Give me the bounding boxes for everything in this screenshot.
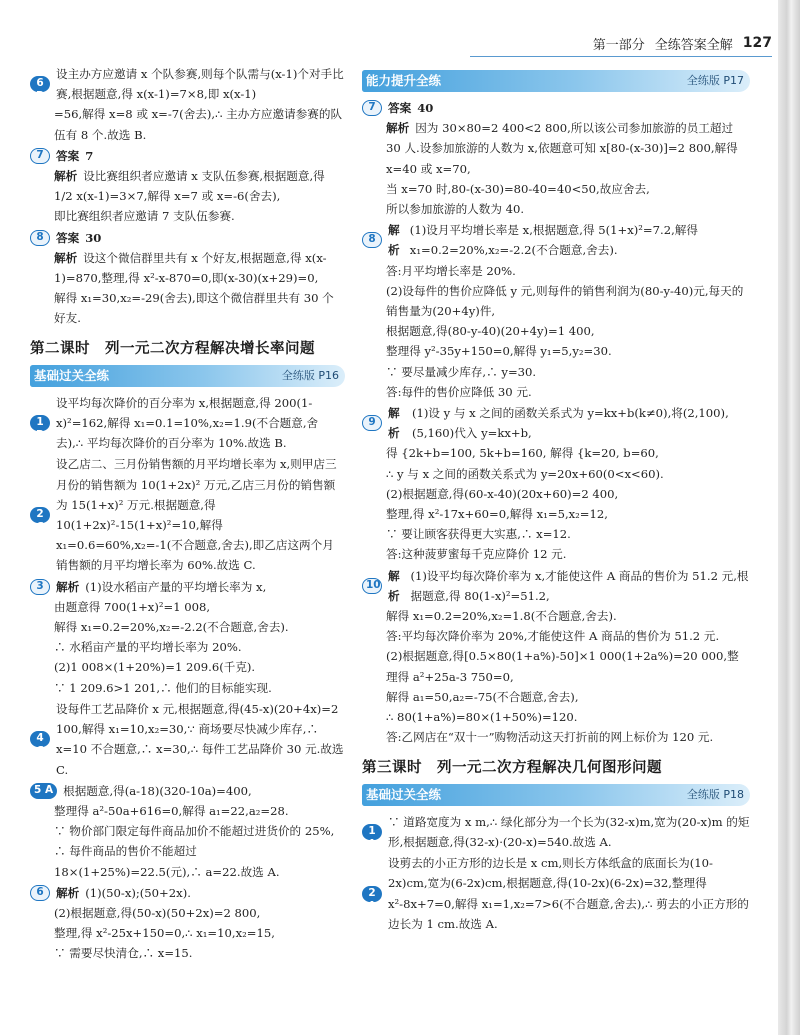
analysis-label: 解析	[54, 169, 78, 184]
answer-item	[362, 403, 750, 565]
item-head	[30, 699, 345, 780]
section-banner	[362, 784, 750, 806]
item-text-line: 根据题意,得(a-18)(320-10a)=400,	[63, 783, 252, 798]
item-head	[30, 393, 345, 454]
item-text-line: ∵ 要让顾客获得更大实惠,∴ x=12.	[386, 527, 571, 542]
item-text-line: (2)根据题意,得[0.5×80(1+a%)-50]×1 000(1+2a%)=20 000,整理得 a²+25a-3 750=0,	[386, 649, 739, 684]
item-text-line: 整理得 y²-35y+150=0,解得 y₁=5,y₂=30.	[386, 344, 612, 359]
item-text-line: (1)设 y 与 x 之间的函数关系式为 y=kx+b(k≠0),将(2,100),(5,160)代入 y=kx+b,	[411, 406, 729, 441]
left-column	[30, 64, 345, 965]
item-text-line: (1)设水稻亩产量的平均增长率为 x,	[85, 579, 267, 594]
header-part: 第一部分	[592, 37, 645, 53]
item-body	[30, 903, 345, 964]
banner-title: 能力提升全练	[366, 72, 442, 88]
section-title: 第三课时 列一元二次方程解决几何图形问题	[362, 759, 662, 776]
item-text-line: 设乙店二、三月份销售额的月平均增长率为 x,则甲店三月份的销售额为 10(1+2x)² 万元,乙店三月份的销售额为 15(1+x)² 万元.根据题意,得 10(1+2x)²-15(1+x)²=10,解得 x₁=0.6=60%,x₂=-1(不合题意,舍去),即乙店这两个月销售额的月平均增长率为 60%.故选 C.	[56, 457, 337, 573]
item-text-line: 即比赛组织者应邀请 7 支队伍参赛.	[54, 209, 235, 224]
question-number-badge: 8	[362, 232, 382, 248]
item-body	[30, 104, 345, 144]
item-text-line: (2)根据题意,得(60-x-40)(20x+60)=2 400,	[386, 486, 619, 501]
question-number-badge: 9	[362, 415, 382, 431]
section-title: 第二课时 列一元二次方程解决增长率问题	[30, 340, 315, 357]
answer-item	[30, 64, 345, 145]
answer-item	[30, 393, 345, 454]
item-text-line: ∴ 水稻亩产量的平均增长率为 20%.	[54, 640, 242, 655]
page-edge	[778, 0, 800, 1035]
item-head	[30, 146, 345, 166]
analysis-label: 解析	[388, 223, 400, 258]
analysis-label: 解析	[386, 121, 410, 136]
item-body	[362, 118, 750, 219]
item-text-line: 根据题意,得(80-y-40)(20+4y)=1 400,	[386, 324, 595, 339]
item-text-line: 解得 x₁=30,x₂=-29(舍去),即这个微信群里共有 30 个好友.	[54, 291, 334, 326]
item-text-line: 设每件工艺品降价 x 元,根据题意,得(45-x)(20+4x)=2 100,解得 x₁=10,x₂=30,∵ 商场要尽快减少库存,∴ x=10 不合题意,∴ x=30,∴ 每件工艺品降价 30 元.故选 C.	[56, 701, 344, 777]
item-text-line: 设剪去的小正方形的边长是 x cm,则长方体纸盒的底面长为(10-2x)cm,宽为(6-2x)cm,根据题意,得(10-2x)(6-2x)=32,整理得 x²-8x+7=0,解得 x₁=1,x₂=7>6(不合题意,舍去),∴ 剪去的小正方形的边长为 1 cm.故选 A.	[388, 856, 749, 931]
answer-item	[30, 228, 345, 329]
item-text-line: 答:每件的售价应降低 30 元.	[386, 384, 532, 399]
section-banner	[30, 365, 345, 387]
item-text-line: 答:平均每次降价率为 20%,才能使这件 A 商品的售价为 51.2 元.	[386, 629, 720, 644]
question-number-badge: 7	[362, 100, 382, 116]
item-body	[362, 443, 750, 564]
analysis-label: 解析	[388, 406, 400, 441]
item-head	[30, 883, 345, 903]
item-text-line: ∵ 物价部门限定每件商品加价不能超过进货价的 25%,	[54, 824, 335, 839]
item-head	[30, 781, 345, 801]
item-body	[30, 248, 345, 329]
item-text-line: 答:月平均增长率是 20%.	[386, 263, 516, 278]
item-text-line: ∴ y 与 x 之间的函数关系式为 y=20x+60(0<x<60).	[386, 466, 664, 481]
answer-item	[30, 577, 345, 698]
item-head	[362, 853, 750, 934]
item-text-line: ∵ 要尽量减少库存,∴ y=30.	[386, 364, 537, 379]
question-number-badge: 5 A	[30, 783, 57, 799]
item-head	[362, 566, 750, 606]
question-number-badge: 8	[30, 230, 50, 246]
item-text-line: 解析 设比赛组织者应邀请 x 支队伍参赛,根据题意,得 1/2 x(x-1)=3×7,解得 x=7 或 x=-6(舍去),	[54, 169, 325, 204]
item-head	[362, 812, 750, 852]
question-number-badge: 6 B	[30, 76, 50, 92]
answer-item	[30, 781, 345, 882]
item-text-line: (1)(50-x);(50+2x).	[85, 885, 191, 900]
header-section: 全练答案全解	[654, 37, 733, 53]
item-text-line: =56,解得 x=8 或 x=-7(舍去),∴ 主办方应邀请参赛的队伍有 8 个.故选 B.	[54, 107, 343, 142]
item-text-line: 答:乙网店在“双十一”购物活动这天打折前的网上标价为 120 元.	[386, 730, 714, 745]
item-text-line: 解得 x₁=0.2=20%,x₂=-2.2(不合题意,舍去).	[54, 620, 289, 635]
banner-ref: 全练版 P17	[686, 73, 744, 87]
item-head	[30, 64, 345, 104]
item-body	[30, 801, 345, 882]
item-text-line: ∵ 需要尽快清仓,∴ x=15.	[54, 946, 193, 961]
item-text-line: 解得 x₁=0.2=20%,x₂=1.8(不合题意,舍去).	[386, 609, 617, 624]
item-body	[30, 597, 345, 698]
item-text-line: 解析 因为 30×80=2 400<2 800,所以该公司参加旅游的员工超过 30 人.设参加旅游的人数为 x,依题意可知 x[80-(x-30)]=2 800,解得 x=40 或 x=70,	[386, 121, 738, 176]
question-number-badge: 4 C	[30, 731, 50, 747]
item-text-line: 答:这种菠萝蜜每千克应降价 12 元.	[386, 547, 567, 562]
answer-item	[30, 699, 345, 780]
item-head	[30, 454, 345, 575]
answer-item	[30, 454, 345, 575]
banner-ref: 全练版 P16	[281, 368, 339, 382]
answer-value: 30	[85, 230, 102, 245]
item-text-line: (1)设月平均增长率是 x,根据题意,得 5(1+x)²=7.2,解得 x₁=0.2=20%,x₂=-2.2(不合题意,舍去).	[409, 223, 698, 258]
section-banner	[362, 70, 750, 92]
item-text-line: 解析 设这个微信群里共有 x 个好友,根据题意,得 x(x-1)=870,整理,得 x²-x-870=0,即(x-30)(x+29)=0,	[54, 250, 327, 286]
item-text-line: (2)1 008×(1+20%)=1 209.6(千克).	[54, 660, 256, 675]
answer-item	[30, 883, 345, 964]
item-body	[362, 261, 750, 402]
analysis-label: 解析	[388, 568, 400, 603]
analysis-label: 解析	[56, 885, 80, 900]
item-text-line: 由题意得 700(1+x)²=1 008,	[54, 599, 211, 614]
banner-title: 基础过关全练	[34, 367, 110, 383]
question-number-badge: 2 C	[30, 507, 50, 523]
item-text-line: ∴ 80(1+a%)=80×(1+50%)=120.	[386, 710, 578, 725]
item-body	[362, 606, 750, 747]
answer-item	[30, 146, 345, 227]
item-text-line: ∵ 道路宽度为 x m,∴ 绿化部分为一个长为(32-x)m,宽为(20-x)m 的矩形,根据题意,得(32-x)·(20-x)=540.故选 A.	[388, 814, 750, 849]
item-head	[362, 220, 750, 260]
answer-label: 答案	[56, 148, 80, 163]
banner-ref: 全练版 P18	[686, 787, 744, 801]
analysis-label: 解析	[54, 250, 78, 265]
answer-item	[362, 812, 750, 852]
item-text-line: 整理得 a²-50a+616=0,解得 a₁=22,a₂=28.	[54, 803, 289, 818]
right-column	[362, 64, 750, 935]
banner-title: 基础过关全练	[366, 786, 442, 802]
question-number-badge: 2 A	[362, 886, 382, 902]
answer-value: 40	[417, 101, 434, 115]
item-text-line: (2)设每件的售价应降低 y 元,则每件的销售利润为(80-y-40)元,每天的销售量为(20+4y)件,	[386, 283, 744, 319]
item-text-line: 解得 a₁=50,a₂=-75(不合题意,舍去),	[386, 689, 579, 704]
question-number-badge: 1 B	[30, 415, 50, 431]
page-number: 127	[742, 35, 772, 51]
item-text-line: (2)根据题意,得(50-x)(50+2x)=2 800,	[54, 905, 261, 920]
answer-item	[362, 220, 750, 402]
answer-item	[362, 566, 750, 748]
question-number-badge: 10	[362, 578, 382, 594]
answer-value: 7	[85, 148, 94, 163]
answer-item	[362, 98, 750, 219]
question-number-badge: 6	[30, 885, 50, 901]
item-head	[30, 228, 345, 248]
page-header	[470, 30, 772, 57]
item-text-line: 得 {2k+b=100, 5k+b=160, 解得 {k=20, b=60,	[386, 446, 659, 461]
item-text-line: 整理,得 x²-17x+60=0,解得 x₁=5,x₂=12,	[386, 507, 608, 522]
answer-label: 答案	[388, 101, 412, 115]
question-number-badge: 7	[30, 148, 50, 164]
analysis-label: 解析	[56, 579, 80, 594]
item-head	[362, 403, 750, 443]
question-number-badge: 3	[30, 579, 50, 595]
answer-label: 答案	[56, 230, 80, 245]
item-text-line: 当 x=70 时,80-(x-30)=80-40=40<50,故应舍去,	[386, 181, 650, 196]
item-head	[362, 98, 750, 118]
item-text-line: (1)设平均每次降价率为 x,才能使这件 A 商品的售价为 51.2 元,根据题意,得 80(1-x)²=51.2,	[410, 568, 749, 603]
question-number-badge: 1 A	[362, 824, 382, 840]
item-text-line: 设主办方应邀请 x 个队参赛,则每个队需与(x-1)个对手比赛,根据题意,得 x(x-1)=7×8,即 x(x-1)	[56, 67, 344, 102]
item-text-line: 所以参加旅游的人数为 40.	[386, 202, 525, 217]
item-text-line: ∵ 1 209.6>1 201,∴ 他们的目标能实现.	[54, 680, 272, 695]
item-body	[30, 166, 345, 227]
item-text-line: 设平均每次降价的百分率为 x,根据题意,得 200(1-x)²=162,解得 x₁=0.1=10%,x₂=1.9(不合题意,舍去),∴ 平均每次降价的百分率为 10%.故选 B.	[56, 395, 319, 451]
answer-item	[362, 853, 750, 934]
item-text-line: 整理,得 x²-25x+150=0,∴ x₁=10,x₂=15,	[54, 926, 275, 941]
item-text-line: ∴ 每件商品的售价不能超过 18×(1+25%)=22.5(元),∴ a=22.故选 A.	[54, 844, 280, 879]
item-head	[30, 577, 345, 597]
